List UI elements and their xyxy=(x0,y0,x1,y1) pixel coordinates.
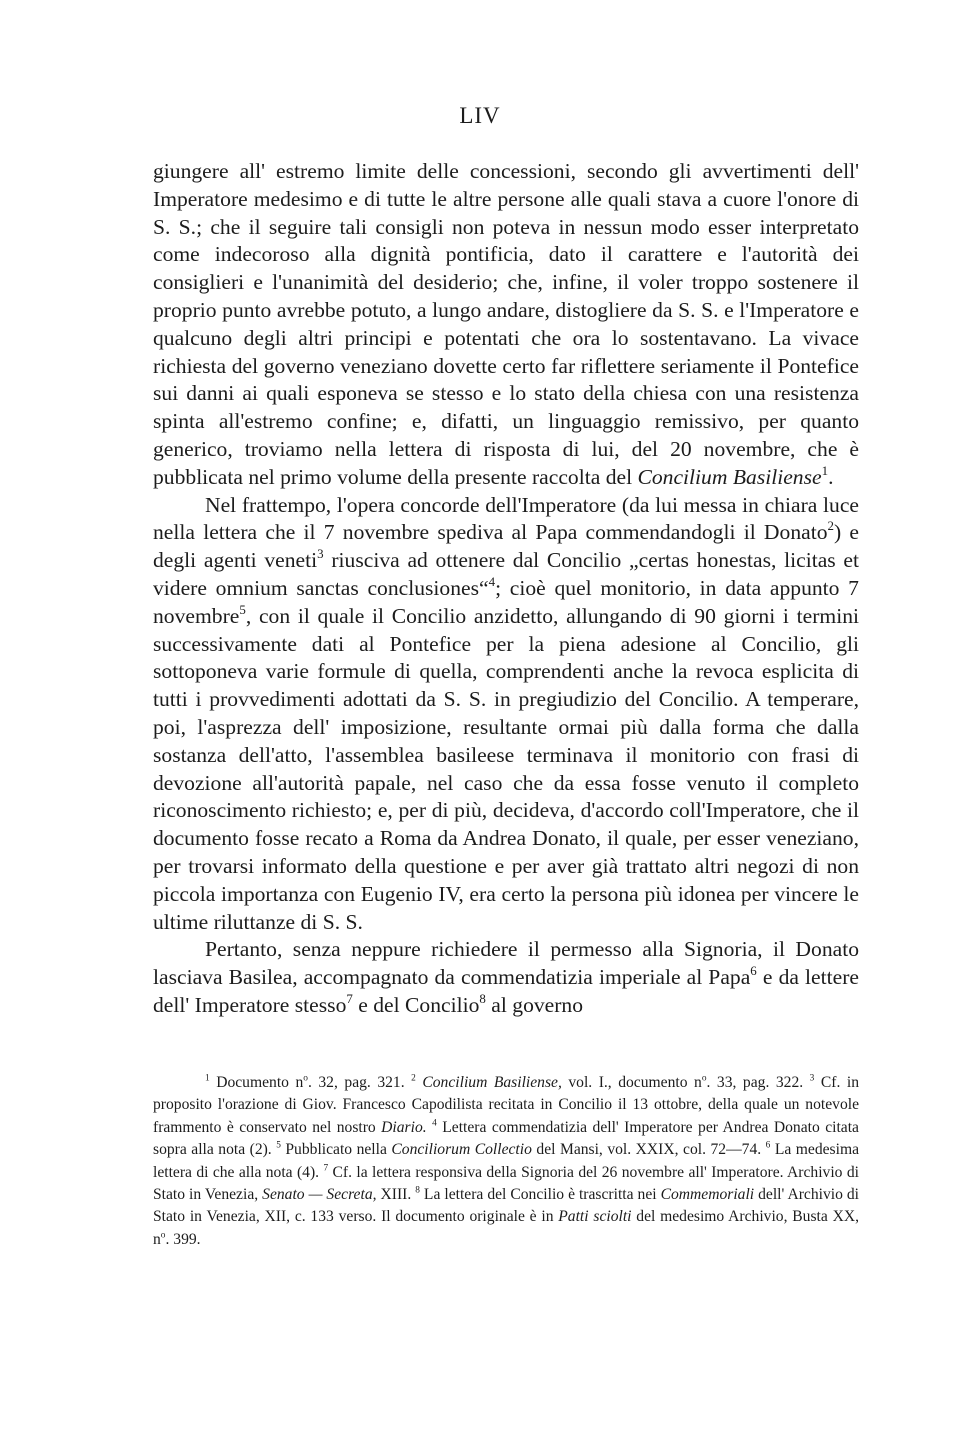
note-marker: o xyxy=(701,1073,707,1084)
text-run: Cf. in proposito l'orazione di Giov. Francesco Capodilista recitata in Concilio il 13 ottobre, della quale un notevole frammento è conservato nel nostro xyxy=(153,1074,860,1136)
page-number: LIV xyxy=(459,103,501,128)
note-marker: 4 xyxy=(488,573,496,589)
note-marker: 6 xyxy=(750,963,757,979)
text-run: e da lettere dell' Imperatore stesso xyxy=(153,965,859,1017)
note-marker: o xyxy=(160,1230,166,1241)
note-marker: o xyxy=(303,1073,308,1084)
italic-title: Patti sciolti xyxy=(558,1208,632,1226)
note-marker: 7 xyxy=(323,1163,329,1174)
note-marker: 8 xyxy=(415,1185,420,1196)
text-run: , con il quale il Concilio anzidetto, allungando di 90 giorni i termini successivamente dati al Pontefice per la piena adesione al Concilio, gli sottoponeva varie formule di quella, comprendenti anche la revoca esplicita di tutti i provvedimenti adottati da S. S. in pregiudizio del Concilio. A temperare, poi, l'asprezza dell' imposizione, resultante ormai più dalla forma che dalla sostanza dell'atto, l'assemblea basileese terminava il monitorio con frasi di devozione all'autorità papale, nel caso che da essa fosse venuto il completo riconoscimento richiesto; e, per di più, decideva, d'accordo coll'Imperatore, che il documento fosse recato a Roma da Andrea Donato, il quale, per esser veneziano, per trovarsi informato della questione e per aver già trattato altri negozi di non piccola importanza con Eugenio IV, era certo la persona più idonea per vincere le ultime riluttanze di S. S. xyxy=(153,603,859,934)
text-run: e del Concilio xyxy=(352,992,480,1017)
italic-title: Concilium Basiliense xyxy=(637,464,822,489)
text-run: Pertanto, senza neppure richiedere il permesso alla Signoria, il Donato lasciava Basilea, accompagnato da commendatizia imperiale al Papa xyxy=(153,937,859,990)
note-marker: 3 xyxy=(809,1073,815,1084)
text-run: giungere all' estremo limite delle concessioni, secondo gli avvertimenti dell' Imperatore medesimo e di tutte le altre persone alle quali stava a cuore l'onore di S. S.; che il seguire tali consigli non poteva in nessun modo esser interpretato come indecoroso alla dignità pontificia, dato il carattere e l'autorità dei consiglieri e l'unanimità del desiderio; che, infine, il voler troppo sostenere il proprio punto avrebbe potuto, a lungo andare, distogliere da S. S. e l'Imperatore e qualcuno degli altri principi e potentati che ora lo sostentavano. La vivace richiesta del governo veneziano dovette certo far riflettere seriamente il Pontefice sui danni ai quali esponeva se stesso e lo stato della chiesa con una resistenza spinta all'estremo confine; e, difatti, un linguaggio remissivo, per quanto generico, troviamo nella lettera di risposta di lui, del 20 novembre, che è pubblicata nel primo volume della presente raccolta del xyxy=(153,159,859,489)
note-marker: 5 xyxy=(239,601,246,617)
footnote-block xyxy=(153,1072,859,1251)
note-marker: 8 xyxy=(479,990,486,1006)
note-marker: 4 xyxy=(432,1118,437,1129)
text-run: . xyxy=(828,464,834,489)
footnotes xyxy=(153,1072,859,1251)
note-marker: 5 xyxy=(276,1140,281,1151)
note-marker: 2 xyxy=(827,518,834,534)
text-run: ) e degli agenti veneti xyxy=(153,520,860,573)
main-text xyxy=(153,158,859,1020)
italic-title: Concilium Basiliense, xyxy=(422,1074,562,1091)
paragraph-2 xyxy=(153,492,859,937)
text-run: Lettera commendatizia dell' Imperatore per Andrea Donato citata sopra alla nota (2). xyxy=(153,1118,859,1159)
text-run: del Mansi, vol. XXIX, col. 72—74. xyxy=(531,1141,766,1159)
text-run: riusciva ad ottenere dal Concilio „certas honestas, licitas et videre omnium sanctas conclusiones“ xyxy=(153,548,860,600)
italic-title: Senato — Secreta, xyxy=(262,1186,377,1204)
text-run: Pubblicato nella xyxy=(280,1141,392,1159)
text-run: Documento n xyxy=(209,1074,304,1091)
text-run: La lettera del Concilio è trascritta nei xyxy=(419,1186,661,1204)
text-run: . 32, pag. 321. xyxy=(307,1074,412,1091)
text-run: dell' Archivio di Stato in Venezia, XII, c. 133 verso. Il documento originale è in xyxy=(153,1186,859,1226)
italic-title: Conciliorum Collectio xyxy=(391,1141,532,1159)
note-marker: 3 xyxy=(317,546,324,562)
text-run: del medesimo Archivio, Busta XX, n xyxy=(153,1208,859,1248)
italic-title: Diario. xyxy=(381,1118,427,1136)
text-run: ; cioè quel monitorio, in data appunto 7 novembre xyxy=(153,575,859,628)
note-marker: 1 xyxy=(821,462,829,478)
text-run: XIII. xyxy=(376,1186,416,1204)
text-run: Cf. la lettera responsiva della Signoria del 26 novembre all' Imperatore. Archivio di Stato in Venezia, xyxy=(153,1163,859,1204)
note-marker: 6 xyxy=(765,1140,771,1151)
text-run: . 33, pag. 322. xyxy=(706,1074,810,1091)
text-run: al governo xyxy=(485,992,584,1017)
text-run: La medesima lettera di che alla nota (4). xyxy=(153,1141,860,1181)
text-run: vol. I., documento n xyxy=(561,1074,702,1091)
paragraph-1 xyxy=(153,158,859,492)
note-marker: 2 xyxy=(411,1073,416,1084)
note-marker: 7 xyxy=(346,990,353,1006)
note-marker: 1 xyxy=(205,1073,210,1084)
italic-title: Commemoriali xyxy=(660,1186,755,1204)
text-run: . 399. xyxy=(165,1230,201,1248)
paragraph-3 xyxy=(153,936,859,1019)
text-run: Nel frattempo, l'opera concorde dell'Imperatore (da lui messa in chiara luce nella lettera che il 7 novembre spediva al Papa commendandogli il Donato xyxy=(153,492,859,545)
